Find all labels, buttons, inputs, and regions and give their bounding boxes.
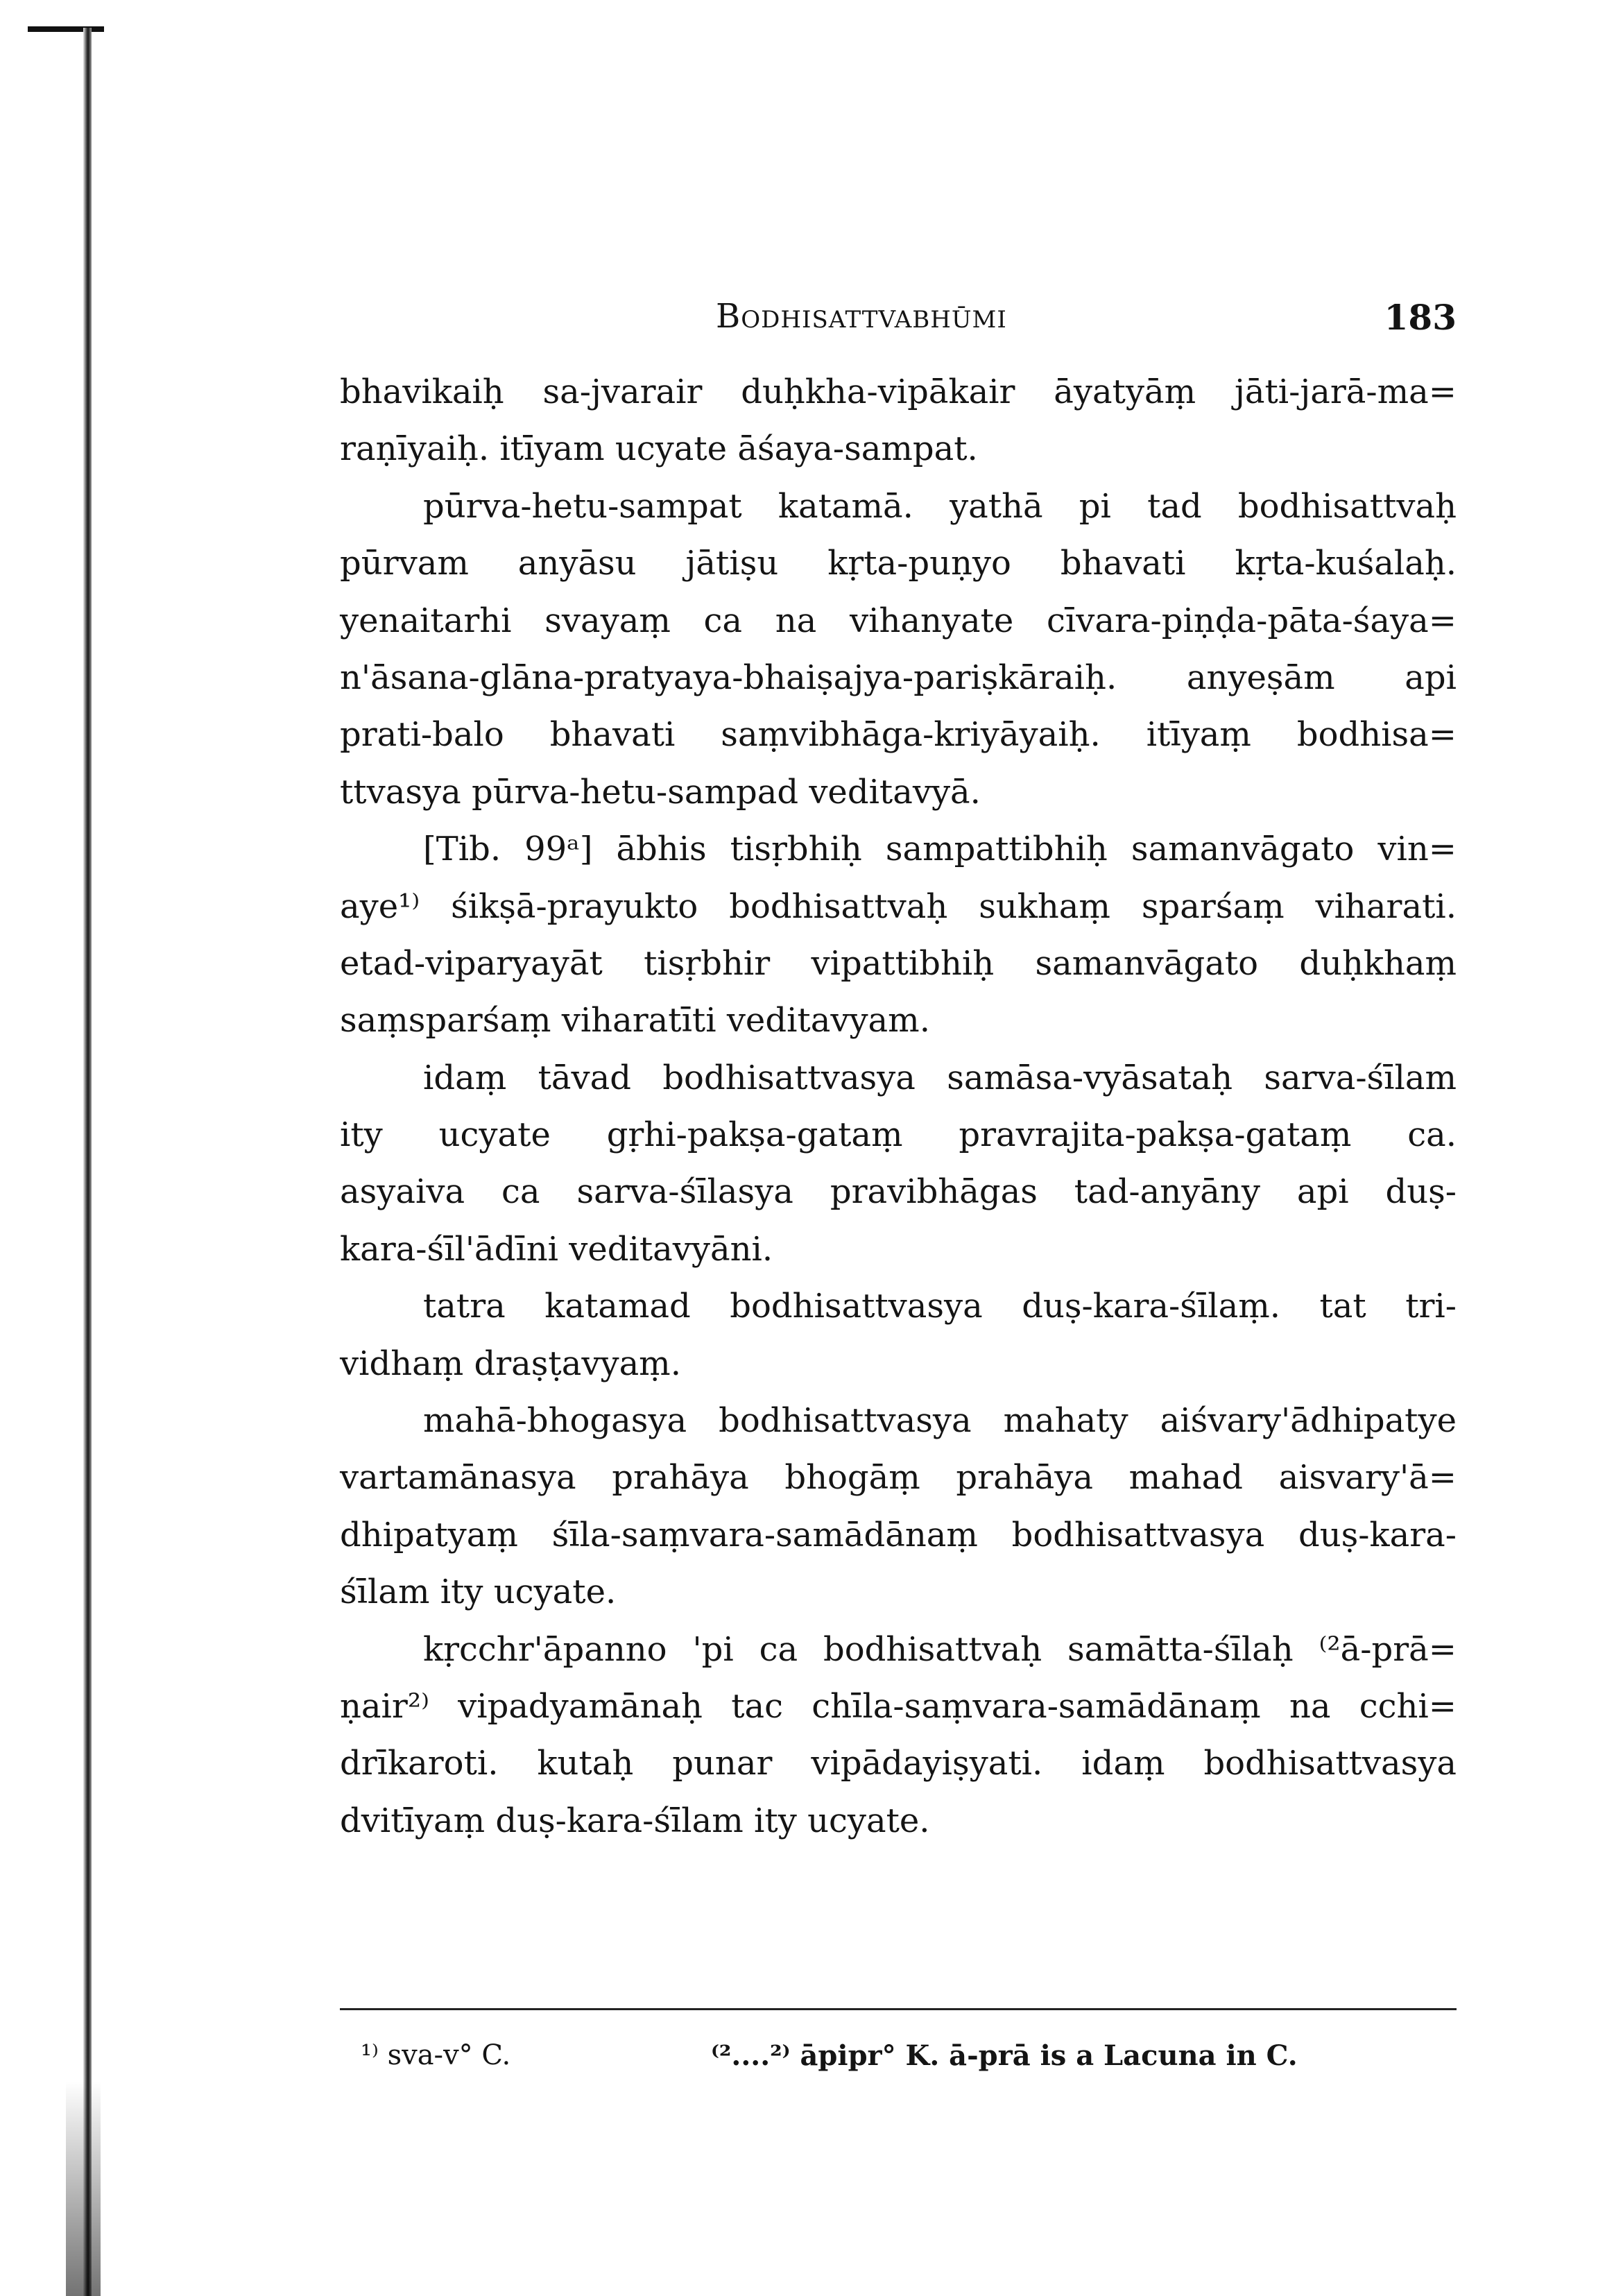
text-line: ṇair²⁾ vipadyamānaḥ tac chīla-saṃvara-samādānaṃ na cchi= [340, 1686, 1457, 1726]
footnote-rule [340, 2008, 1457, 2010]
binding-shadow [66, 2081, 101, 2296]
footnote-2: ⁽²....²⁾ āpipr° K. ā-prā is a Lacuna in C. [711, 2039, 1298, 2072]
page-header [347, 297, 1457, 345]
text-line: śīlam ity ucyate. [340, 1573, 617, 1612]
text-line: ttvasya pūrva-hetu-sampad veditavyā. [340, 772, 981, 812]
text-line: raṇīyaiḥ. itīyam ucyate āśaya-sampat. [340, 429, 978, 469]
book-binding-edge [0, 0, 104, 2296]
binding-crossbar [28, 26, 104, 32]
text-line: prati-balo bhavati saṃvibhāga-kriyāyaiḥ. itīyaṃ bodhisa= [340, 715, 1457, 755]
text-line: n'āsana-glāna-pratyaya-bhaiṣajya-pariṣkāraiḥ. anyeṣām api [340, 658, 1457, 697]
text-line: pūrva-hetu-sampat katamā. yathā pi tad bodhisattvaḥ [423, 486, 1457, 526]
text-line: etad-viparyayāt tisṛbhir vipattibhiḥ samanvāgato duḥkhaṃ [340, 943, 1457, 983]
binding-gutter [83, 28, 92, 2296]
text-line: bhavikaiḥ sa-jvarair duḥkha-vipākair āyatyāṃ jāti-jarā-ma= [340, 372, 1457, 411]
text-line: tatra katamad bodhisattvasya duṣ-kara-śīlaṃ. tat tri- [423, 1287, 1457, 1326]
text-line: idaṃ tāvad bodhisattvasya samāsa-vyāsataḥ sarva-śīlam [423, 1058, 1457, 1097]
text-line: vidhaṃ draṣṭavyaṃ. [340, 1344, 681, 1383]
text-line: mahā-bhogasya bodhisattvasya mahaty aiśvary'ādhipatye [423, 1401, 1457, 1441]
footnote-1: ¹⁾ sva-v° C. [361, 2039, 511, 2071]
running-title: Bodhisattvabhūmi [716, 297, 1007, 336]
text-line: drīkaroti. kutaḥ punar vipādayiṣyati. idaṃ bodhisattvasya [340, 1744, 1457, 1783]
text-line: dvitīyaṃ duṣ-kara-śīlam ity ucyate. [340, 1801, 930, 1840]
text-line: kara-śīl'ādīni veditavyāni. [340, 1229, 773, 1269]
text-line: asyaiva ca sarva-śīlasya pravibhāgas tad-anyāny api duṣ- [340, 1172, 1457, 1212]
text-line: [Tib. 99ᵃ] ābhis tisṛbhiḥ sampattibhiḥ samanvāgato vin= [423, 830, 1457, 869]
text-line: aye¹⁾ śikṣā-prayukto bodhisattvaḥ sukhaṃ sparśaṃ viharati. [340, 886, 1457, 926]
text-line: yenaitarhi svayaṃ ca na vihanyate cīvara-piṇḍa-pāta-śaya= [340, 601, 1457, 640]
text-line: saṃsparśaṃ viharatīti veditavyam. [340, 1001, 930, 1040]
text-line: vartamānasya prahāya bhogāṃ prahāya mahad aisvary'ā= [340, 1458, 1457, 1498]
text-line: dhipatyaṃ śīla-saṃvara-samādānaṃ bodhisattvasya duṣ-kara- [340, 1515, 1457, 1554]
text-line: pūrvam anyāsu jātiṣu kṛta-puṇyo bhavati kṛta-kuśalaḥ. [340, 544, 1457, 583]
text-line: kṛcchr'āpanno 'pi ca bodhisattvaḥ samātta-śīlaḥ ⁽²ā-prā= [423, 1629, 1457, 1669]
page-number: 183 [1384, 297, 1457, 338]
body-text [340, 363, 1457, 1849]
text-line: ity ucyate gṛhi-pakṣa-gataṃ pravrajita-pakṣa-gataṃ ca. [340, 1115, 1457, 1155]
